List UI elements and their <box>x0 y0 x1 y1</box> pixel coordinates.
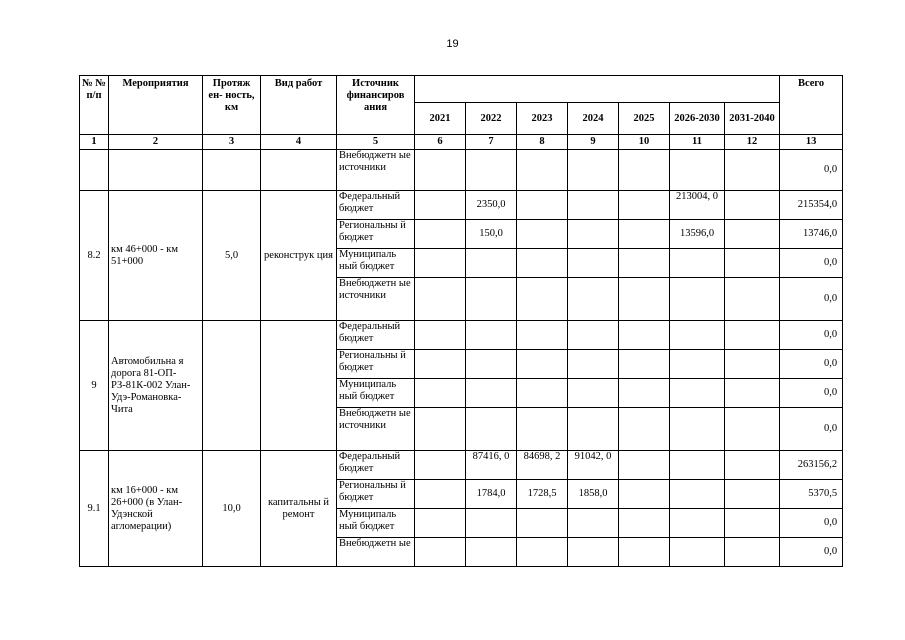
header-column-number: 10 <box>619 135 670 150</box>
total-value: 0,0 <box>780 278 843 321</box>
header-column-number: 7 <box>466 135 517 150</box>
total-value: 13746,0 <box>780 220 843 249</box>
year-value <box>725 408 780 451</box>
length-km: 10,0 <box>203 451 261 567</box>
funding-source: Внебюджетн ые источники <box>337 408 415 451</box>
year-value: 1858,0 <box>568 480 619 509</box>
year-value <box>415 451 466 480</box>
table-row <box>80 191 843 220</box>
work-type: капитальны й ремонт <box>261 451 337 567</box>
header-source: Источник финансиров ания <box>337 76 415 135</box>
table-row <box>80 150 843 191</box>
header-column-number: 9 <box>568 135 619 150</box>
year-value <box>619 249 670 278</box>
year-value <box>619 191 670 220</box>
year-value <box>568 408 619 451</box>
year-value <box>670 150 725 191</box>
total-value: 0,0 <box>780 379 843 408</box>
length-km: 5,0 <box>203 191 261 321</box>
year-value <box>415 278 466 321</box>
header-column-number: 11 <box>670 135 725 150</box>
header-column-number: 2 <box>109 135 203 150</box>
year-value <box>725 249 780 278</box>
activity-name <box>109 150 203 191</box>
year-value: 13596,0 <box>670 220 725 249</box>
year-value <box>619 321 670 350</box>
year-value <box>619 451 670 480</box>
total-value: 0,0 <box>780 249 843 278</box>
year-value <box>415 220 466 249</box>
year-value <box>670 538 725 567</box>
year-value <box>415 509 466 538</box>
funding-source: Федеральный бюджет <box>337 191 415 220</box>
work-type <box>261 150 337 191</box>
funding-source: Внебюджетн ые источники <box>337 278 415 321</box>
header-years-blank <box>415 76 780 103</box>
year-value <box>415 321 466 350</box>
year-value <box>568 321 619 350</box>
funding-source: Внебюджетн ые <box>337 538 415 567</box>
row-number <box>80 150 109 191</box>
year-value <box>466 408 517 451</box>
header-year: 2022 <box>466 103 517 135</box>
activity-name: км 46+000 - км 51+000 <box>109 191 203 321</box>
year-value <box>415 150 466 191</box>
financing-table <box>79 75 843 567</box>
year-value <box>725 191 780 220</box>
total-value: 215354,0 <box>780 191 843 220</box>
year-value <box>725 379 780 408</box>
activity-name: км 16+000 - км 26+000 (в Улан-Удэнской агломерации) <box>109 451 203 567</box>
header-column-number: 8 <box>517 135 568 150</box>
year-value <box>619 278 670 321</box>
header-year: 2023 <box>517 103 568 135</box>
year-value <box>670 408 725 451</box>
year-value: 91042, 0 <box>568 451 619 480</box>
header-column-number: 5 <box>337 135 415 150</box>
year-value <box>725 278 780 321</box>
table-header <box>80 76 843 150</box>
funding-source: Федеральный бюджет <box>337 321 415 350</box>
year-value <box>415 191 466 220</box>
year-value <box>725 150 780 191</box>
header-column-number: 1 <box>80 135 109 150</box>
year-value: 213004, 0 <box>670 191 725 220</box>
header-activity: Мероприятия <box>109 76 203 135</box>
year-value <box>517 350 568 379</box>
table-row <box>80 321 843 350</box>
year-value: 2350,0 <box>466 191 517 220</box>
year-value <box>670 350 725 379</box>
year-value <box>568 350 619 379</box>
year-value <box>670 379 725 408</box>
year-value <box>725 321 780 350</box>
row-number: 9.1 <box>80 451 109 567</box>
year-value <box>568 278 619 321</box>
year-value: 87416, 0 <box>466 451 517 480</box>
year-value <box>466 538 517 567</box>
year-value <box>619 480 670 509</box>
funding-source: Региональны й бюджет <box>337 480 415 509</box>
year-value <box>415 480 466 509</box>
header-year: 2026-2030 <box>670 103 725 135</box>
year-value <box>568 538 619 567</box>
year-value <box>415 538 466 567</box>
year-value <box>568 220 619 249</box>
header-column-number: 13 <box>780 135 843 150</box>
header-column-number: 4 <box>261 135 337 150</box>
header-column-number: 6 <box>415 135 466 150</box>
year-value <box>568 150 619 191</box>
year-value <box>670 509 725 538</box>
year-value <box>517 191 568 220</box>
year-value <box>466 509 517 538</box>
funding-source: Муниципаль ный бюджет <box>337 509 415 538</box>
header-column-number: 3 <box>203 135 261 150</box>
year-value <box>517 408 568 451</box>
year-value <box>619 509 670 538</box>
header-year: 2025 <box>619 103 670 135</box>
total-value: 5370,5 <box>780 480 843 509</box>
header-year: 2021 <box>415 103 466 135</box>
year-value <box>466 278 517 321</box>
table-row <box>80 451 843 480</box>
funding-source: Муниципаль ный бюджет <box>337 379 415 408</box>
year-value <box>517 220 568 249</box>
year-value <box>725 220 780 249</box>
year-value: 1728,5 <box>517 480 568 509</box>
header-work-type: Вид работ <box>261 76 337 135</box>
funding-source: Муниципаль ный бюджет <box>337 249 415 278</box>
total-value: 0,0 <box>780 408 843 451</box>
year-value <box>415 379 466 408</box>
year-value <box>466 379 517 408</box>
year-value <box>725 451 780 480</box>
row-number: 9 <box>80 321 109 451</box>
year-value <box>517 321 568 350</box>
year-value <box>619 350 670 379</box>
total-value: 0,0 <box>780 321 843 350</box>
header-num: № № п/п <box>80 76 109 135</box>
year-value <box>568 191 619 220</box>
year-value: 84698, 2 <box>517 451 568 480</box>
table-body <box>80 150 843 567</box>
year-value <box>670 321 725 350</box>
year-value <box>670 480 725 509</box>
year-value <box>568 379 619 408</box>
year-value <box>517 538 568 567</box>
year-value <box>619 150 670 191</box>
year-value <box>466 321 517 350</box>
page-number: 19 <box>446 38 459 50</box>
total-value: 0,0 <box>780 538 843 567</box>
year-value: 1784,0 <box>466 480 517 509</box>
year-value <box>466 350 517 379</box>
year-value: 150,0 <box>466 220 517 249</box>
funding-source: Региональны й бюджет <box>337 350 415 379</box>
year-value <box>517 379 568 408</box>
header-total: Всего <box>780 76 843 135</box>
work-type <box>261 321 337 451</box>
year-value <box>568 509 619 538</box>
year-value <box>619 408 670 451</box>
year-value <box>517 249 568 278</box>
funding-source: Федеральный бюджет <box>337 451 415 480</box>
funding-source: Региональны й бюджет <box>337 220 415 249</box>
funding-source: Внебюджетн ые источники <box>337 150 415 191</box>
year-value <box>670 249 725 278</box>
header-year: 2024 <box>568 103 619 135</box>
year-value <box>619 538 670 567</box>
year-value <box>517 509 568 538</box>
total-value: 0,0 <box>780 509 843 538</box>
year-value <box>725 538 780 567</box>
header-column-number: 12 <box>725 135 780 150</box>
year-value <box>725 509 780 538</box>
row-number: 8.2 <box>80 191 109 321</box>
year-value <box>670 278 725 321</box>
total-value: 0,0 <box>780 150 843 191</box>
year-value <box>517 150 568 191</box>
year-value <box>670 451 725 480</box>
year-value <box>466 150 517 191</box>
year-value <box>725 480 780 509</box>
year-value <box>415 408 466 451</box>
total-value: 0,0 <box>780 350 843 379</box>
work-type: реконструк ция <box>261 191 337 321</box>
year-value <box>568 249 619 278</box>
length-km <box>203 150 261 191</box>
year-value <box>466 249 517 278</box>
activity-name: Автомобильна я дорога 81-ОП-РЗ-81К-002 Улан-Удэ-Романовка-Чита <box>109 321 203 451</box>
year-value <box>415 249 466 278</box>
year-value <box>619 379 670 408</box>
year-value <box>725 350 780 379</box>
header-column-numbers <box>80 135 843 150</box>
header-length: Протяж ен- ность, км <box>203 76 261 135</box>
year-value <box>517 278 568 321</box>
year-value <box>415 350 466 379</box>
year-value <box>619 220 670 249</box>
header-year: 2031-2040 <box>725 103 780 135</box>
length-km <box>203 321 261 451</box>
total-value: 263156,2 <box>780 451 843 480</box>
